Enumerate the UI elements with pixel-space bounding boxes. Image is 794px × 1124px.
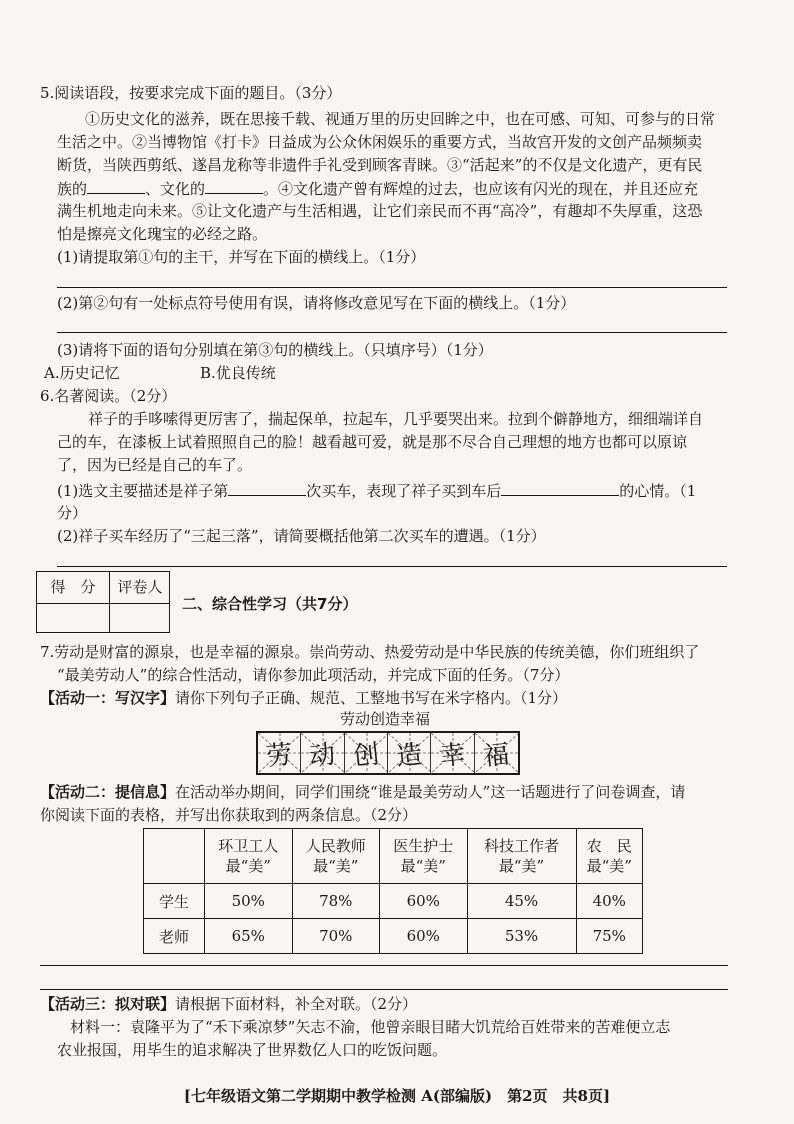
grader-label: 评卷人 bbox=[117, 578, 163, 596]
answer-line-q6-2[interactable] bbox=[57, 566, 727, 567]
mi-grid bbox=[256, 731, 520, 775]
header-text: 人民教师 bbox=[305, 837, 366, 855]
header-text: 农 民 bbox=[586, 837, 632, 855]
answer-line-act2-1[interactable] bbox=[40, 965, 728, 966]
q5-title: 5.阅读语段，按要求完成下面的题目。（3分） bbox=[40, 84, 342, 102]
material-line: 农业报国，用毕生的追求解决了世界数亿人口的吃饭问题。 bbox=[57, 1041, 448, 1059]
mi-grid-cell[interactable] bbox=[431, 733, 474, 773]
material-line: 材料一：袁隆平为了“禾下乘凉梦”矢志不渝，他曾亲眼目睹大饥荒给百姓带来的苦难便立志 bbox=[70, 1018, 671, 1036]
header-text: 最“美” bbox=[225, 857, 271, 875]
header-text: 医生护士 bbox=[393, 837, 454, 855]
table-cell: 65% bbox=[205, 919, 293, 954]
table-cell: 70% bbox=[292, 919, 380, 954]
q6-passage-line: 己的车，在漆板上试着照照自己的脸！越看越可爱，就是那不尽合自己理想的地方也都可以原谅 bbox=[57, 433, 688, 451]
header-text: 最“美” bbox=[313, 857, 359, 875]
survey-table bbox=[143, 828, 643, 954]
q6-sub-question-2: (2)祥子买车经历了“三起三落”，请简要概括他第二次买车的遭遇。（1分） bbox=[57, 527, 546, 545]
row-label: 老师 bbox=[144, 919, 205, 954]
handwritten-char: 幸 bbox=[438, 739, 468, 772]
mi-grid-cell[interactable] bbox=[388, 733, 431, 773]
table-header-cell bbox=[467, 829, 576, 884]
activity-2-text: 在活动举办期间，同学们围绕“谁是最美劳动人”这一话题进行了问卷调查，请 bbox=[175, 783, 686, 801]
q5-sub-question-1: (1)请提取第①句的主干，并写在下面的横线上。（1分） bbox=[57, 248, 426, 266]
row-label: 学生 bbox=[144, 884, 205, 919]
table-cell: 78% bbox=[292, 884, 380, 919]
q6-title: 6.名著阅读。（2分） bbox=[40, 387, 177, 405]
q7-intro-line: 7.劳动是财富的源泉，也是幸福的源泉。崇尚劳动、热爱劳动是中华民族的传统美德，你们班组织了 bbox=[40, 643, 700, 661]
table-cell: 75% bbox=[576, 919, 642, 954]
q5-passage-line: 断货，当陕西剪纸、遂昌龙称等非遗件手礼受到顾客青睐。③“活起来”的不仅是文化遗产，更有民 bbox=[57, 156, 703, 174]
q5-passage-line: 满生机地走向未来。⑤让文化遗产与生活相遇，让它们亲民而不再“高冷”，有趣却不失厚重，这恐 bbox=[57, 202, 703, 220]
fill-blank-1[interactable] bbox=[87, 178, 145, 194]
q5-sub-question-3: (3)请将下面的语句分别填在第③句的横线上。（只填序号）（1分） bbox=[57, 341, 493, 359]
mi-grid-cell[interactable] bbox=[345, 733, 388, 773]
activity-3 bbox=[40, 994, 417, 1014]
q7-intro-line: “最美劳动人”的综合性活动，请你参加此项活动，并完成下面的任务。（7分） bbox=[57, 666, 570, 684]
table-cell: 50% bbox=[205, 884, 293, 919]
activity-2-label: 【活动二：提信息】 bbox=[40, 783, 176, 801]
q6-sub-question-1 bbox=[57, 480, 696, 501]
activity-2-text: 你阅读下面的表格，并写出你获取到的两条信息。（2分） bbox=[40, 806, 418, 824]
score-label: 得 分 bbox=[50, 578, 96, 596]
section-2-title: 二、综合性学习（共7分） bbox=[182, 595, 358, 613]
fill-blank-3[interactable] bbox=[228, 480, 306, 496]
q5-text: 。④文化遗产曾有辉煌的过去，也应该有闪光的现在，并且还应充 bbox=[263, 180, 699, 198]
q5-passage-line: 生活之中。②当博物馆《打卡》日益成为公众休闲娱乐的重要方式，当故宫开发的文创产品频频卖 bbox=[57, 133, 703, 151]
table-header-cell bbox=[380, 829, 468, 884]
q6-text: 分） bbox=[57, 504, 88, 522]
score-box-divider bbox=[109, 572, 110, 632]
score-box-divider bbox=[37, 603, 169, 604]
answer-line-q5-2[interactable] bbox=[57, 332, 727, 333]
table-corner-cell bbox=[144, 829, 205, 884]
q5-passage-line: 怕是擦亮文化瑰宝的必经之路。 bbox=[57, 225, 268, 243]
table-header-cell bbox=[292, 829, 380, 884]
q6-text: 次买车，表现了祥子买到车后 bbox=[306, 482, 502, 500]
header-text: 最“美” bbox=[498, 857, 545, 875]
table-header-cell bbox=[205, 829, 293, 884]
q6-text: 的心情。（1 bbox=[619, 482, 697, 500]
activity-1-label: 【活动一：写汉字】 bbox=[40, 689, 176, 707]
table-cell: 45% bbox=[467, 884, 576, 919]
activity-3-text: 请根据下面材料，补全对联。（2分） bbox=[175, 995, 418, 1013]
answer-line-act2-2[interactable] bbox=[40, 989, 728, 990]
table-cell: 53% bbox=[467, 919, 576, 954]
handwritten-char: 创 bbox=[351, 739, 381, 772]
fill-blank-4[interactable] bbox=[501, 480, 619, 496]
q5-passage-line bbox=[57, 178, 698, 199]
handwritten-char: 造 bbox=[394, 739, 424, 772]
table-header-cell bbox=[576, 829, 642, 884]
table-row bbox=[144, 884, 643, 919]
activity-3-label: 【活动三：拟对联】 bbox=[40, 995, 176, 1013]
header-text: 最“美” bbox=[400, 857, 446, 875]
handwritten-char: 动 bbox=[308, 739, 338, 772]
q5-text: 族的 bbox=[57, 180, 88, 198]
mi-grid-cell[interactable] bbox=[475, 733, 518, 773]
q6-passage-line: 了，因为已经是自己的车了。 bbox=[57, 456, 253, 474]
table-cell: 60% bbox=[380, 884, 468, 919]
answer-line-q5-1[interactable] bbox=[57, 287, 727, 288]
header-text: 最“美” bbox=[586, 857, 632, 875]
page-footer: [七年级语文第二学期期中教学检测 A(部编版) 第2页 共8页] bbox=[183, 1087, 611, 1105]
table-cell: 40% bbox=[576, 884, 642, 919]
option-a: A.历史记忆 bbox=[44, 364, 120, 382]
table-header-row bbox=[144, 829, 643, 884]
table-cell: 60% bbox=[380, 919, 468, 954]
option-b: B.优良传统 bbox=[200, 364, 276, 382]
activity-2 bbox=[40, 782, 685, 802]
activity-1 bbox=[40, 688, 567, 708]
header-text: 科技工作者 bbox=[484, 837, 560, 855]
mi-grid-cell[interactable] bbox=[258, 733, 301, 773]
header-text: 环卫工人 bbox=[218, 837, 279, 855]
q5-text: 、文化的 bbox=[145, 180, 206, 198]
mi-grid-cell[interactable] bbox=[301, 733, 344, 773]
q5-sub-question-2: (2)第②句有一处标点符号使用有误，请将修改意见写在下面的横线上。（1分） bbox=[57, 294, 576, 312]
handwritten-char: 福 bbox=[482, 739, 512, 772]
q6-text: (1)选文主要描述是祥子第 bbox=[57, 482, 229, 500]
fill-blank-2[interactable] bbox=[205, 178, 263, 194]
q6-passage-line: 祥子的手哆嗦得更厉害了，揣起保单，拉起车，几乎要哭出来。拉到个僻静地方，细细端详自 bbox=[88, 410, 704, 428]
q5-passage-line: ①历史文化的滋养，既在思接千载、视通万里的历史回眸之中，也在可感、可知、可参与的日常 bbox=[85, 110, 716, 128]
table-row bbox=[144, 919, 643, 954]
activity-1-text: 请你下列句子正确、规范、工整地书写在米字格内。（1分） bbox=[175, 689, 568, 707]
handwritten-char: 劳 bbox=[264, 739, 294, 772]
writing-phrase: 劳动创造幸福 bbox=[340, 710, 431, 728]
score-box bbox=[36, 571, 170, 633]
